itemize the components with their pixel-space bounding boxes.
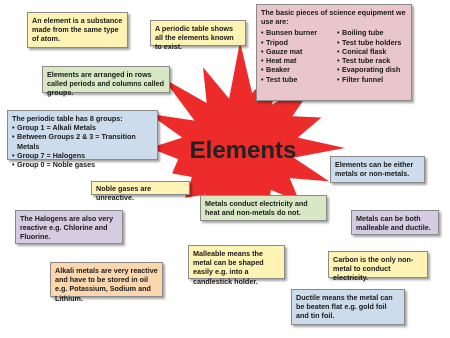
group-item: • Group 1 = Alkali Metals: [12, 123, 153, 132]
equipment-item: • Test tube rack: [337, 56, 407, 65]
periodic-table-definition-text: A periodic table shows all the elements known to exist.: [155, 24, 234, 52]
equipment-heading: The basic pieces of science equipment we use are:: [261, 8, 406, 27]
groups-heading: The periodic table has 8 groups:: [12, 114, 123, 123]
equipment-item: • Beaker: [261, 65, 331, 74]
conduct-box: [200, 195, 327, 221]
equipment-item: • Test tube: [261, 75, 331, 84]
equipment-item: • Boiling tube: [337, 28, 407, 37]
groups-list: [12, 123, 153, 169]
rows-columns-box: [42, 66, 170, 98]
element-definition-box: [27, 12, 128, 48]
group-item: • Group 7 = Halogens: [12, 151, 153, 160]
malleable-text: Malleable means the metal can be shaped easily e.g. into a candlestick holder.: [193, 249, 264, 286]
halogens-box: [15, 210, 123, 244]
equipment-item: • Gauze mat: [261, 47, 331, 56]
malleable-ductile-box: [351, 210, 439, 235]
element-definition-text: An element is a substance made from the same type of atom.: [32, 16, 123, 44]
equipment-list-2: [337, 28, 407, 83]
ductile-box: [291, 289, 405, 325]
equipment-box: [256, 4, 412, 101]
periodic-table-definition-box: [150, 20, 246, 52]
carbon-box: [328, 251, 428, 283]
equipment-list-1: [261, 28, 331, 83]
equipment-item: • Test tube holders: [337, 38, 407, 47]
noble-gases-text: Noble gases are unreactive.: [96, 184, 152, 203]
malleable-box: [188, 245, 285, 286]
rows-columns-text: Elements are arranged in rows called periods and columns called groups.: [47, 70, 165, 98]
equipment-item: • Bunsen burner: [261, 28, 331, 37]
ductile-text: Ductile means the metal can be beaten flat e.g. gold foil and tin foil.: [296, 293, 393, 321]
carbon-text: Carbon is the only non-metal to conduct electricity.: [333, 255, 414, 283]
alkali-box: [50, 262, 163, 303]
alkali-text: Alkali metals are very reactive and have to be stored in oil e.g. Potassium, Sodium and Lithium.: [55, 266, 158, 303]
group-item: • Between Groups 2 & 3 = Transition Metals: [12, 132, 153, 150]
metals-nonmetals-text: Elements can be either metals or non-metals.: [335, 160, 414, 179]
groups-box: [7, 110, 158, 170]
metals-nonmetals-box: [330, 156, 425, 183]
malleable-ductile-text: Metals can be both malleable and ductile.: [356, 214, 431, 233]
halogens-text: The Halogens are also very reactive e.g. Chlorine and Fluorine.: [20, 214, 114, 242]
noble-gases-box: [91, 181, 190, 203]
equipment-item: • Conical flask: [337, 47, 407, 56]
equipment-item: • Tripod: [261, 38, 331, 47]
equipment-item: • Evaporating dish: [337, 65, 407, 74]
group-item: • Group 0 = Noble gases: [12, 160, 153, 169]
central-title: Elements: [189, 137, 297, 164]
equipment-item: • Filter funnel: [337, 75, 407, 84]
equipment-item: • Heat mat: [261, 56, 331, 65]
conduct-text: Metals conduct electricity and heat and non-metals do not.: [205, 199, 308, 218]
